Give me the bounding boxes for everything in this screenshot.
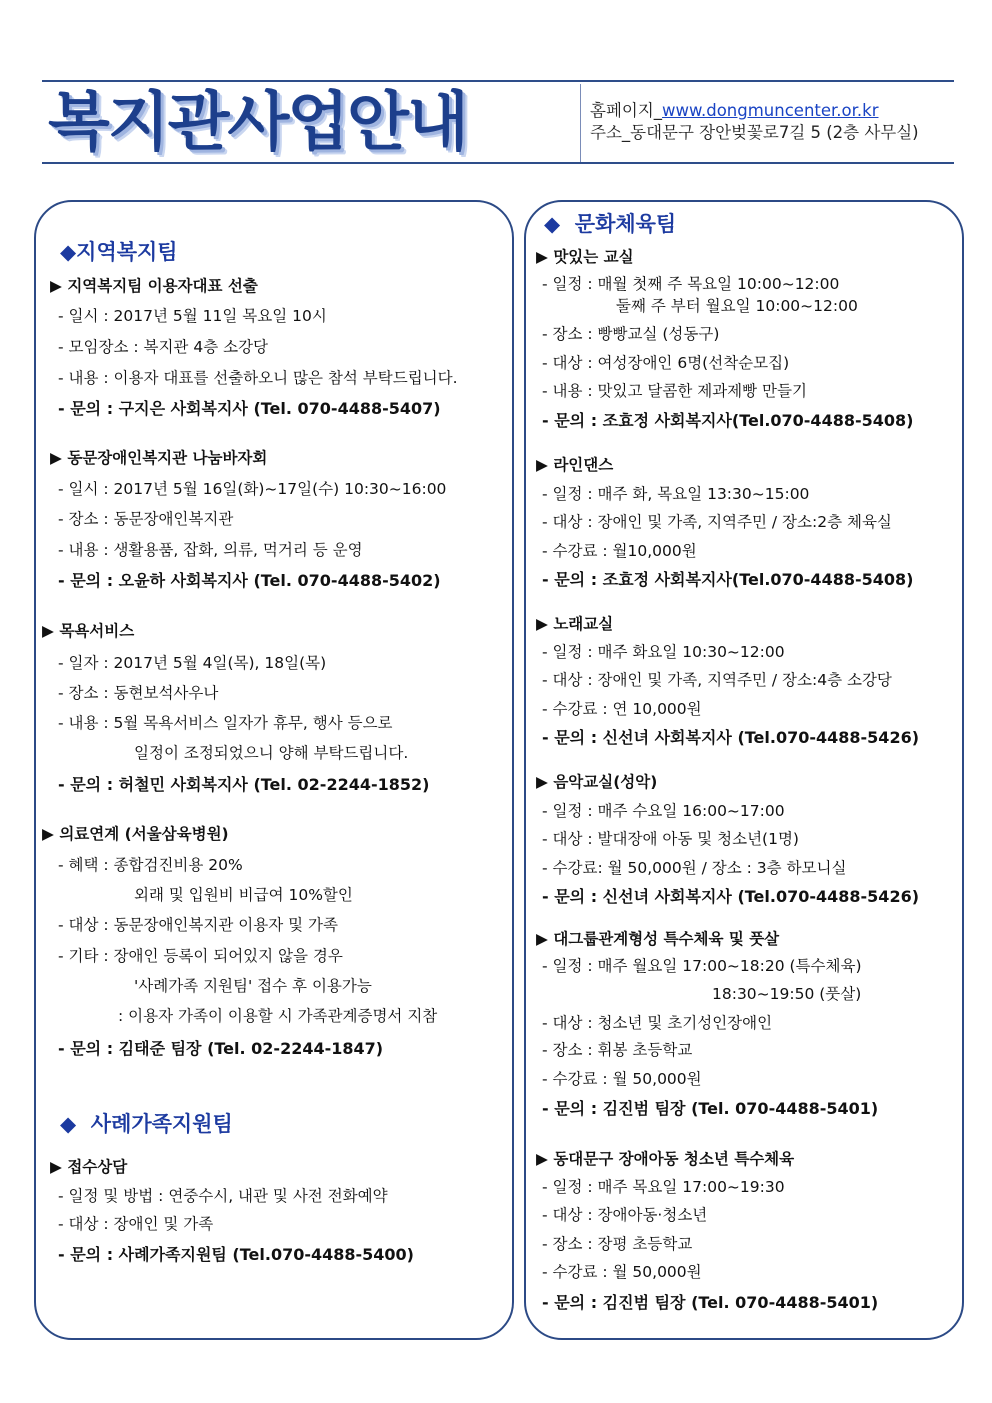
section-title: ▶ 맛있는 교실 xyxy=(536,248,634,266)
info-line: - 일정 : 매월 첫째 주 목요일 10:00~12:00 xyxy=(542,275,840,293)
info-line: - 내용 : 5월 목욕서비스 일자가 휴무, 행사 등으로 xyxy=(58,714,393,732)
info-line: - 내용 : 이용자 대표를 선출하오니 많은 참석 부탁드립니다. xyxy=(58,369,458,387)
info-line: - 일정 : 매주 화, 목요일 13:30~15:00 xyxy=(542,485,810,503)
info-line: - 수강료 : 연 10,000원 xyxy=(542,700,702,718)
section-title: ▶ 음악교실(성악) xyxy=(536,773,658,791)
info-line: - 장소 : 동문장애인복지관 xyxy=(58,510,234,528)
contact-line: - 문의 : 김진범 팀장 (Tel. 070-4488-5401) xyxy=(542,1099,879,1118)
info-line: - 모임장소 : 복지관 4층 소강당 xyxy=(58,338,269,356)
info-line: - 일시 : 2017년 5월 11일 목요일 10시 xyxy=(58,307,327,325)
contact-line: - 문의 : 조효정 사회복지사(Tel.070-4488-5408) xyxy=(542,411,914,430)
contact-line: - 문의 : 신선녀 사회복지사 (Tel.070-4488-5426) xyxy=(542,728,920,747)
info-line: - 대상 : 여성장애인 6명(선착순모집) xyxy=(542,354,790,372)
info-line: - 일정 : 매주 수요일 16:00~17:00 xyxy=(542,802,785,820)
section-title: ▶ 동문장애인복지관 나눔바자회 xyxy=(50,449,268,467)
info-line: - 내용 : 생활용품, 잡화, 의류, 먹거리 등 운영 xyxy=(58,541,363,559)
team-title-community: ◆지역복지팀 xyxy=(60,240,178,264)
section-title: ▶ 접수상담 xyxy=(50,1158,128,1176)
contact-line: - 문의 : 조효정 사회복지사(Tel.070-4488-5408) xyxy=(542,570,914,589)
section-title: ▶ 라인댄스 xyxy=(536,456,614,474)
contact-line: - 문의 : 김진범 팀장 (Tel. 070-4488-5401) xyxy=(542,1293,879,1312)
section-title: ▶ 목욕서비스 xyxy=(42,622,135,640)
team-title-culture-sports: ◆ 문화체육팀 xyxy=(544,212,677,236)
info-line: - 수강료: 월 50,000원 / 장소 : 3층 하모니실 xyxy=(542,859,847,877)
info-line: - 일시 : 2017년 5월 16일(화)~17일(수) 10:30~16:00 xyxy=(58,480,447,498)
diamond-icon: ◆ xyxy=(544,212,561,236)
info-line: - 혜택 : 종합검진비용 20% xyxy=(58,856,243,874)
diamond-icon: ◆ xyxy=(60,240,77,264)
info-line: - 수강료 : 월10,000원 xyxy=(542,542,697,560)
section-title: ▶ 노래교실 xyxy=(536,615,614,633)
info-line: - 수강료 : 월 50,000원 xyxy=(542,1070,702,1088)
contact-line: - 문의 : 오윤하 사회복지사 (Tel. 070-4488-5402) xyxy=(58,571,441,590)
contact-line: - 문의 : 구지은 사회복지사 (Tel. 070-4488-5407) xyxy=(58,399,441,418)
info-line: : 이용자 가족이 이용할 시 가족관계증명서 지참 xyxy=(118,1007,438,1025)
diamond-icon: ◆ xyxy=(60,1112,77,1136)
info-line: - 대상 : 장애인 및 가족, 지역주민 / 장소:2층 체육실 xyxy=(542,513,892,531)
info-line: - 일정 : 매주 화요일 10:30~12:00 xyxy=(542,643,785,661)
info-line: 일정이 조정되었으니 양해 부탁드립니다. xyxy=(134,744,409,762)
team-title-case-family: ◆ 사례가족지원팀 xyxy=(60,1112,233,1136)
info-line: - 수강료 : 월 50,000원 xyxy=(542,1263,702,1281)
info-line: - 일정 및 방법 : 연중수시, 내관 및 사전 전화예약 xyxy=(58,1187,388,1205)
info-line: '사례가족 지원팀' 접수 후 이용가능 xyxy=(134,977,372,995)
contact-line: - 문의 : 사례가족지원팀 (Tel.070-4488-5400) xyxy=(58,1245,414,1264)
section-title: ▶ 대그룹관계형성 특수체육 및 풋살 xyxy=(536,930,780,948)
info-line: - 내용 : 맛있고 달콤한 제과제빵 만들기 xyxy=(542,382,807,400)
info-line: - 장소 : 장평 초등학교 xyxy=(542,1235,693,1253)
info-line: - 장소 : 동현보석사우나 xyxy=(58,684,219,702)
info-line: 외래 및 입원비 비급여 10%할인 xyxy=(134,886,353,904)
info-line: 18:30~19:50 (풋살) xyxy=(712,985,862,1003)
section-title: ▶ 지역복지팀 이용자대표 선출 xyxy=(50,277,258,295)
info-line: - 대상 : 발대장애 아동 및 청소년(1명) xyxy=(542,830,799,848)
info-line: - 대상 : 청소년 및 초기성인장애인 xyxy=(542,1014,773,1032)
address-line: 주소_동대문구 장안벚꽃로7길 5 (2층 사무실) xyxy=(590,123,919,142)
homepage-line xyxy=(590,100,919,122)
info-line: - 대상 : 장애인 및 가족, 지역주민 / 장소:4층 소강당 xyxy=(542,671,892,689)
info-line: - 대상 : 동문장애인복지관 이용자 및 가족 xyxy=(58,916,338,934)
info-line: - 장소 : 빵빵교실 (성동구) xyxy=(542,325,720,343)
info-line: - 일정 : 매주 월요일 17:00~18:20 (특수체육) xyxy=(542,957,862,975)
page-banner-title: 복지관사업안내 xyxy=(48,86,467,160)
section-title: ▶ 동대문구 장애아동 청소년 특수체육 xyxy=(536,1150,795,1168)
homepage-label: 홈페이지_ xyxy=(590,101,663,120)
contact-line: - 문의 : 김태준 팀장 (Tel. 02-2244-1847) xyxy=(58,1039,384,1058)
info-line: - 대상 : 장애아동·청소년 xyxy=(542,1206,708,1224)
homepage-link[interactable]: www.dongmuncenter.or.kr xyxy=(662,101,879,120)
info-line: 둘째 주 부터 월요일 10:00~12:00 xyxy=(616,297,858,315)
info-line: - 일정 : 매주 목요일 17:00~19:30 xyxy=(542,1178,785,1196)
header-bottom-rule xyxy=(42,162,954,164)
info-line: - 기타 : 장애인 등록이 되어있지 않을 경우 xyxy=(58,947,343,965)
header-info xyxy=(590,100,919,144)
info-line: - 대상 : 장애인 및 가족 xyxy=(58,1215,214,1233)
contact-line: - 문의 : 허철민 사회복지사 (Tel. 02-2244-1852) xyxy=(58,775,430,794)
header-divider xyxy=(580,84,581,162)
info-line: - 일자 : 2017년 5월 4일(목), 18일(목) xyxy=(58,654,327,672)
contact-line: - 문의 : 신선녀 사회복지사 (Tel.070-4488-5426) xyxy=(542,887,920,906)
header-top-rule xyxy=(42,80,954,82)
info-line: - 장소 : 휘봉 초등학교 xyxy=(542,1041,693,1059)
section-title: ▶ 의료연계 (서울삼육병원) xyxy=(42,825,229,843)
